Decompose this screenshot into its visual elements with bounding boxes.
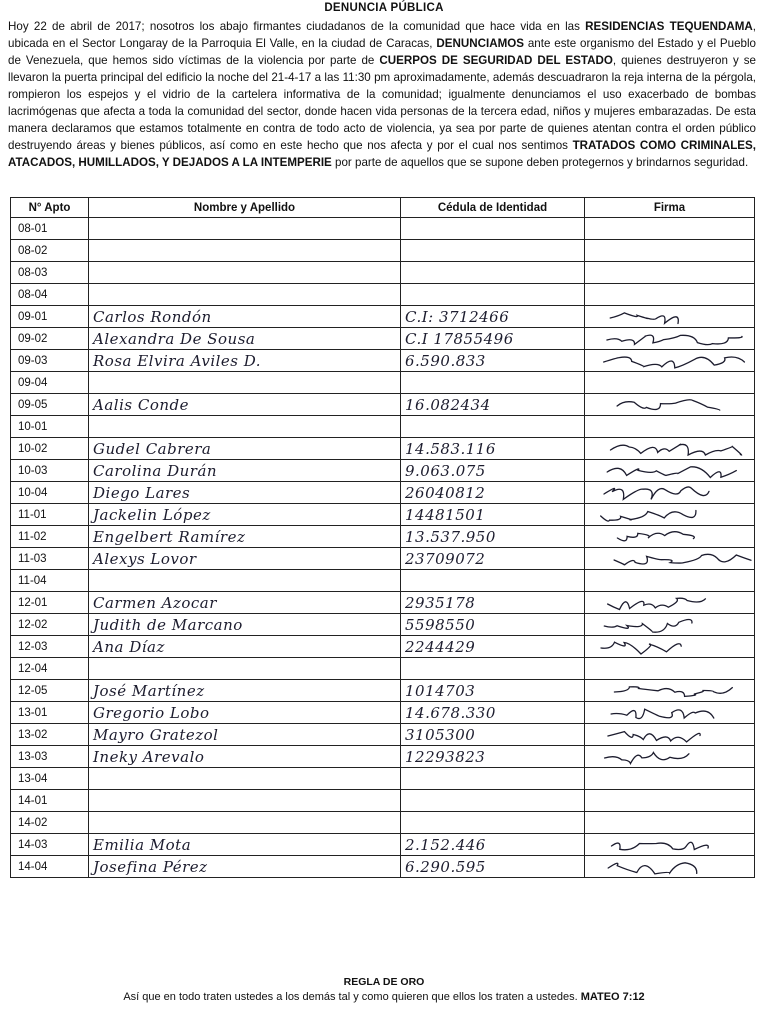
apartment-number: 13-02 bbox=[11, 724, 89, 746]
table-row bbox=[11, 416, 755, 438]
table-row bbox=[11, 812, 755, 834]
table-row bbox=[11, 218, 755, 240]
apartment-number: 12-04 bbox=[11, 658, 89, 680]
signature-table bbox=[10, 197, 755, 878]
table-row bbox=[11, 636, 755, 658]
table-row bbox=[11, 526, 755, 548]
document-title: DENUNCIA PÚBLICA bbox=[324, 2, 444, 14]
id-number: 14481501 bbox=[401, 504, 585, 526]
resident-name: Carmen Azocar bbox=[89, 592, 401, 614]
table-row bbox=[11, 350, 755, 372]
resident-name: Gregorio Lobo bbox=[89, 702, 401, 724]
resident-name bbox=[89, 284, 401, 306]
id-number: 6.290.595 bbox=[401, 856, 585, 878]
intro-text: , ubicada en el Sector Longaray de la Parroquia El Valle, en la ciudad de Caracas, bbox=[8, 20, 757, 50]
signature bbox=[585, 526, 755, 548]
signature bbox=[585, 262, 755, 284]
table-row bbox=[11, 570, 755, 592]
table-row bbox=[11, 680, 755, 702]
apartment-number: 14-02 bbox=[11, 812, 89, 834]
resident-name bbox=[89, 240, 401, 262]
intro-text: por parte de aquellos que se supone deben protegernos y brindarnos seguridad. bbox=[331, 156, 749, 169]
signature bbox=[585, 460, 755, 482]
signature bbox=[585, 218, 755, 240]
apartment-number: 12-03 bbox=[11, 636, 89, 658]
table-row bbox=[11, 614, 755, 636]
id-number: 12293823 bbox=[401, 746, 585, 768]
apartment-number: 09-05 bbox=[11, 394, 89, 416]
apartment-number: 14-01 bbox=[11, 790, 89, 812]
id-number: 2935178 bbox=[401, 592, 585, 614]
apartment-number: 10-02 bbox=[11, 438, 89, 460]
signature bbox=[585, 746, 755, 768]
apartment-number: 08-03 bbox=[11, 262, 89, 284]
id-number bbox=[401, 262, 585, 284]
apartment-number: 11-03 bbox=[11, 548, 89, 570]
table-row bbox=[11, 724, 755, 746]
apartment-number: 08-01 bbox=[11, 218, 89, 240]
header-id: Cédula de Identidad bbox=[401, 198, 585, 218]
signature bbox=[585, 504, 755, 526]
apartment-number: 13-01 bbox=[11, 702, 89, 724]
table-row bbox=[11, 482, 755, 504]
signature bbox=[585, 548, 755, 570]
resident-name: Jackelin López bbox=[89, 504, 401, 526]
apartment-number: 12-02 bbox=[11, 614, 89, 636]
signature bbox=[585, 328, 755, 350]
id-number bbox=[401, 284, 585, 306]
signature bbox=[585, 636, 755, 658]
intro-text: ante este organismo del Estado y el Pueblo de Venezuela, que hemos sido víctimas de la violencia por parte de bbox=[8, 37, 756, 67]
header-apt: N° Apto bbox=[11, 198, 89, 218]
id-number bbox=[401, 790, 585, 812]
resident-name bbox=[89, 570, 401, 592]
resident-name: Gudel Cabrera bbox=[89, 438, 401, 460]
id-number: 2.152.446 bbox=[401, 834, 585, 856]
id-number bbox=[401, 416, 585, 438]
apartment-number: 12-01 bbox=[11, 592, 89, 614]
intro-paragraph bbox=[8, 18, 756, 171]
resident-name: Ineky Arevalo bbox=[89, 746, 401, 768]
footer-reference: MATEO 7:12 bbox=[580, 991, 645, 1003]
id-number bbox=[401, 240, 585, 262]
signature bbox=[585, 394, 755, 416]
intro-emphasis: DENUNCIAMOS bbox=[436, 37, 524, 50]
apartment-number: 11-02 bbox=[11, 526, 89, 548]
resident-name: Josefina Pérez bbox=[89, 856, 401, 878]
intro-text: , quienes destruyeron y se llevaron la puerta principal del edificio la noche del 21-4-17 a las 11:30 pm aproximadamente, además descuadraron la reja interna de la pérgola, rompieron los espejos y el vidrio de la cartelera informativa de la comunidad; igualmente denunciamos el uso exacerbado de bombas lacrimógenas que afecta a toda la comunidad del sector, donde hacen vida personas de la tercera edad, niños y mujeres embarazadas. De esta manera declaramos que estamos totalmente en contra de todo acto de violencia, ya sea por parte de quienes atentan contra el orden público destruyendo áreas y bienes públicos, así como en este hecho que nos afecta y por el cual nos sentimos bbox=[8, 54, 756, 152]
signature bbox=[585, 482, 755, 504]
table-row bbox=[11, 790, 755, 812]
apartment-number: 10-01 bbox=[11, 416, 89, 438]
signature bbox=[585, 834, 755, 856]
resident-name: Engelbert Ramírez bbox=[89, 526, 401, 548]
table-row bbox=[11, 768, 755, 790]
resident-name bbox=[89, 790, 401, 812]
resident-name: Alexandra De Sousa bbox=[89, 328, 401, 350]
id-number: 26040812 bbox=[401, 482, 585, 504]
signature bbox=[585, 724, 755, 746]
table-row bbox=[11, 834, 755, 856]
footer-title: REGLA DE ORO bbox=[343, 976, 425, 988]
table-row bbox=[11, 328, 755, 350]
id-number bbox=[401, 570, 585, 592]
table-row bbox=[11, 548, 755, 570]
id-number bbox=[401, 658, 585, 680]
signature bbox=[585, 416, 755, 438]
resident-name: Carlos Rondón bbox=[89, 306, 401, 328]
apartment-number: 10-03 bbox=[11, 460, 89, 482]
table-header-row bbox=[11, 198, 755, 218]
apartment-number: 11-01 bbox=[11, 504, 89, 526]
apartment-number: 12-05 bbox=[11, 680, 89, 702]
id-number: 3105300 bbox=[401, 724, 585, 746]
table-row bbox=[11, 306, 755, 328]
table-row bbox=[11, 372, 755, 394]
resident-name: Judith de Marcano bbox=[89, 614, 401, 636]
resident-name: Diego Lares bbox=[89, 482, 401, 504]
signature bbox=[585, 240, 755, 262]
resident-name bbox=[89, 812, 401, 834]
footer-quote-text: Así que en todo traten ustedes a los demás tal y como quieren que ellos los traten a ustedes. bbox=[123, 991, 581, 1003]
apartment-number: 14-03 bbox=[11, 834, 89, 856]
table-row bbox=[11, 504, 755, 526]
table-row bbox=[11, 394, 755, 416]
signature bbox=[585, 350, 755, 372]
signature bbox=[585, 592, 755, 614]
resident-name: José Martínez bbox=[89, 680, 401, 702]
id-number bbox=[401, 768, 585, 790]
signature bbox=[585, 680, 755, 702]
resident-name bbox=[89, 658, 401, 680]
table-row bbox=[11, 438, 755, 460]
footer-quote bbox=[0, 991, 768, 1003]
id-number: C.I 17855496 bbox=[401, 328, 585, 350]
header-signature: Firma bbox=[585, 198, 755, 218]
table-row bbox=[11, 592, 755, 614]
resident-name bbox=[89, 416, 401, 438]
intro-emphasis: RESIDENCIAS TEQUENDAMA bbox=[585, 20, 753, 33]
resident-name bbox=[89, 768, 401, 790]
table-row bbox=[11, 746, 755, 768]
apartment-number: 08-02 bbox=[11, 240, 89, 262]
signature bbox=[585, 372, 755, 394]
table-row bbox=[11, 658, 755, 680]
id-number: 14.678.330 bbox=[401, 702, 585, 724]
id-number: 9.063.075 bbox=[401, 460, 585, 482]
apartment-number: 13-03 bbox=[11, 746, 89, 768]
apartment-number: 14-04 bbox=[11, 856, 89, 878]
intro-emphasis: TRATADOS COMO CRIMINALES, ATACADOS, HUMILLADOS, Y DEJADOS A LA INTEMPERIE bbox=[8, 139, 756, 169]
table-row bbox=[11, 702, 755, 724]
table-row bbox=[11, 262, 755, 284]
resident-name: Ana Díaz bbox=[89, 636, 401, 658]
id-number: 5598550 bbox=[401, 614, 585, 636]
table-row bbox=[11, 284, 755, 306]
id-number: 23709072 bbox=[401, 548, 585, 570]
signature bbox=[585, 856, 755, 878]
signature bbox=[585, 306, 755, 328]
signature bbox=[585, 812, 755, 834]
signature bbox=[585, 790, 755, 812]
apartment-number: 13-04 bbox=[11, 768, 89, 790]
table-row bbox=[11, 240, 755, 262]
resident-name: Aalis Conde bbox=[89, 394, 401, 416]
header-name: Nombre y Apellido bbox=[89, 198, 401, 218]
id-number bbox=[401, 812, 585, 834]
intro-emphasis: CUERPOS DE SEGURIDAD DEL ESTADO bbox=[379, 54, 613, 67]
resident-name: Mayro Gratezol bbox=[89, 724, 401, 746]
signature bbox=[585, 768, 755, 790]
apartment-number: 09-03 bbox=[11, 350, 89, 372]
resident-name bbox=[89, 218, 401, 240]
id-number bbox=[401, 372, 585, 394]
table-row bbox=[11, 856, 755, 878]
id-number bbox=[401, 218, 585, 240]
table-row bbox=[11, 460, 755, 482]
signature bbox=[585, 570, 755, 592]
intro-text: Hoy 22 de abril de 2017; nosotros los abajo firmantes ciudadanos de la comunidad que hace vida en las bbox=[8, 20, 586, 33]
resident-name: Carolina Durán bbox=[89, 460, 401, 482]
apartment-number: 09-02 bbox=[11, 328, 89, 350]
signature bbox=[585, 284, 755, 306]
resident-name bbox=[89, 262, 401, 284]
id-number: 1014703 bbox=[401, 680, 585, 702]
id-number: 6.590.833 bbox=[401, 350, 585, 372]
id-number: 16.082434 bbox=[401, 394, 585, 416]
resident-name: Emilia Mota bbox=[89, 834, 401, 856]
apartment-number: 08-04 bbox=[11, 284, 89, 306]
apartment-number: 09-04 bbox=[11, 372, 89, 394]
signature bbox=[585, 614, 755, 636]
signature bbox=[585, 702, 755, 724]
signature bbox=[585, 658, 755, 680]
signature bbox=[585, 438, 755, 460]
id-number: C.I: 3712466 bbox=[401, 306, 585, 328]
apartment-number: 10-04 bbox=[11, 482, 89, 504]
id-number: 13.537.950 bbox=[401, 526, 585, 548]
resident-name bbox=[89, 372, 401, 394]
apartment-number: 09-01 bbox=[11, 306, 89, 328]
resident-name: Alexys Lovor bbox=[89, 548, 401, 570]
id-number: 2244429 bbox=[401, 636, 585, 658]
apartment-number: 11-04 bbox=[11, 570, 89, 592]
resident-name: Rosa Elvira Aviles D. bbox=[89, 350, 401, 372]
id-number: 14.583.116 bbox=[401, 438, 585, 460]
